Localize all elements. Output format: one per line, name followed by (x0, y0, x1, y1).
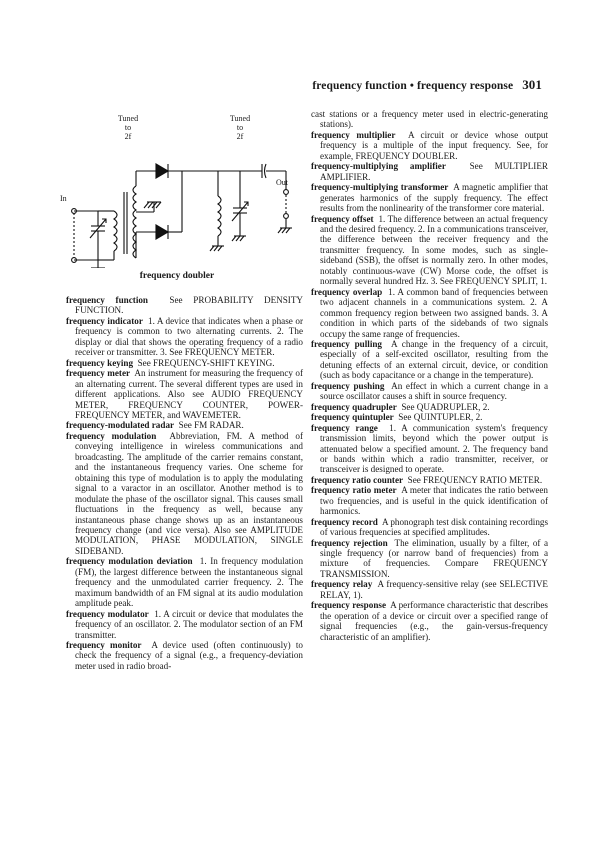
entry-definition: See FREQUENCY RATIO METER. (407, 474, 543, 485)
entry-definition: See QUINTUPLER, 2. (398, 412, 483, 423)
tuned-left-line-3: 2f (124, 132, 132, 141)
entry-headword: frequency range (311, 422, 378, 433)
entry-definition: See MULTIPLIER AMPLIFIER. (320, 161, 549, 182)
entry-headword: frequency modulator (66, 608, 149, 619)
left-column (66, 295, 303, 671)
dictionary-entry (311, 287, 548, 339)
entry-definition: A meter that indicates the ratio between two frequencies, and is useful in the quick identification of harmonics. (320, 485, 548, 517)
entry-definition: 1. A device that indicates when a phase or frequency is common to two alternating currents. 2. The display or dial that shows the operating frequency of a radio receiver or transmitter. 3. See FREQUENCY METER. (75, 315, 303, 358)
entry-headword: frequency multiplier (311, 129, 396, 140)
entry-definition: 1. A common band of frequencies between two adjacent channels in a communications system. 2. A common frequency region between two assigned bands. 3. A condition in which parts of the sidebands of two signals occupy the same range of frequencies. (320, 286, 548, 339)
entry-headword: frequency rejection (311, 537, 388, 548)
entry-headword: frequency record (311, 516, 378, 527)
entry-definition: cast stations or a frequency meter used in electric-generating stations). (311, 109, 548, 130)
frequency-doubler-figure (58, 108, 296, 293)
dictionary-entry (311, 538, 548, 580)
entry-headword: frequency relay (311, 579, 373, 590)
entry-headword: frequency response (311, 600, 386, 611)
dictionary-entry (311, 423, 548, 475)
tuned-left-line-2: to (124, 123, 132, 132)
dictionary-entry (66, 358, 303, 368)
entry-definition: 1. A communication system's frequency transmission limits, beyond which the power output is attenuated below a specified amount. 2. The frequency band or bands within which a radio transmitter, receiver, or transceiver is designed to operate. (320, 422, 548, 475)
entry-definition: The elimination, usually by a filter, of a single frequency (or narrow band of frequencies) from a mixture of frequencies. Compare FREQUENCY TRANSMISSION. (320, 537, 548, 579)
entry-headword: frequency quintupler (311, 412, 394, 423)
dictionary-entry (311, 517, 548, 538)
entry-definition: See FREQUENCY-SHIFT KEYING. (137, 357, 275, 368)
entry-headword: frequency-multiplying amplifier (311, 161, 446, 172)
dictionary-entry (311, 475, 548, 485)
dictionary-entry (66, 609, 303, 640)
tuned-right-line-3: 2f (236, 132, 244, 141)
entry-definition: See FM RADAR. (178, 420, 244, 431)
circuit-diagram (58, 108, 296, 268)
entry-definition: An instrument for measuring the frequency of an alternating current. The several different types are used in different applications. Also see AUDIO FREQUENCY METER, FREQUENCY COUNTER, POWER-FREQUENCY METER, and WAVEMETER. (75, 368, 304, 420)
entry-definition: An effect in which a current change in a source oscillator causes a shift in source frequency. (320, 380, 549, 402)
tuned-right-line-2: to (236, 123, 244, 132)
entry-headword: frequency indicator (66, 315, 143, 326)
running-head (312, 77, 542, 93)
dictionary-entry (311, 600, 548, 642)
entry-headword: frequency monitor (66, 639, 142, 650)
entry-definition: 1. A circuit or device that modulates the frequency of an oscillator. 2. The modulator section of an FM transmitter. (75, 608, 303, 640)
entry-headword: frequency offset (311, 213, 374, 224)
entry-headword: frequency keying (66, 357, 134, 368)
entry-definition: A performance characteristic that describes the operation of a device or circuit over a specified range of signal frequencies (e.g., the gain-versus-frequency characteristic of an amplifier). (320, 600, 548, 642)
entry-definition: See QUADRUPLER, 2. (401, 401, 490, 412)
entry-headword: frequency modulation deviation (66, 556, 193, 567)
dictionary-entry (66, 640, 303, 671)
dictionary-entry (311, 485, 548, 516)
dictionary-entry (66, 431, 303, 556)
entry-definition: A phonograph test disk containing recordings of various frequencies at specified amplitudes. (320, 516, 549, 538)
dictionary-entry (311, 579, 548, 600)
entry-definition: A device used (often continuously) to check the frequency of a signal (e.g., a frequency-deviation meter used in radio broad- (75, 639, 303, 671)
dictionary-entry (66, 420, 303, 430)
dictionary-entry-continued (311, 109, 548, 130)
tuned-left-line-1: Tuned (117, 114, 139, 123)
page-number: 301 (522, 77, 542, 92)
entry-definition: 1. The difference between an actual frequency and the desired frequency. 2. In a communications transceiver, the difference between the receiver frequency and the transmitter frequency. In some modes, such as single-sideband (SSB), the offset is normally zero. In other modes, notably continuous-wave (CW) Morse code, the offset is normally several hundred Hz. 3. See FREQUENCY SPLIT, 1. (320, 213, 548, 287)
tuned-right-line-1: Tuned (229, 114, 251, 123)
dictionary-entry (311, 161, 548, 182)
tuned-right-label (220, 114, 260, 141)
entry-headword: frequency pulling (311, 338, 382, 349)
dictionary-entry (311, 182, 548, 213)
entry-headword: frequency quadrupler (311, 401, 397, 412)
entry-definition: Abbreviation, FM. A method of conveying intelligence in wireless communications and broadcasting. The amplitude of the carrier remains constant, and the instantaneous frequency varies. One scheme for obtaining this type of modulation is to apply the modulating signal to a varactor in an oscillator. Another method is to modulate the phase of the oscillator signal. This causes small fluctuations in the frequency as well, because any instantaneous phase change shows up as an instantaneous frequency change (and vice versa). Also see AMPLITUDE MODULATION, PHASE MODULATION, SINGLE SIDEBAND. (75, 430, 304, 556)
entry-headword: frequency-multiplying transformer (311, 182, 449, 193)
tuned-left-label (108, 114, 148, 141)
entry-headword: frequency-modulated radar (66, 420, 175, 431)
entry-definition: A magnetic amplifier that generates harmonics of the supply frequency. The effect results from the nonlinearity of the transformer core material. (320, 182, 548, 214)
entry-definition: A frequency-sensitive relay (see SELECTIVE RELAY, 1). (320, 579, 548, 600)
entry-headword: frequency meter (66, 368, 131, 379)
entry-headword: frequency function (66, 295, 149, 305)
dictionary-entry (311, 381, 548, 402)
dictionary-entry (66, 316, 303, 358)
entry-definition: 1. In frequency modulation (FM), the largest difference between the instantaneous signal frequency and the unmodulated carrier frequency. 2. The maximum bandwidth of an FM signal at its audio modulation amplitude peak. (75, 556, 304, 609)
entry-definition: See PROBABILITY DENSITY FUNCTION. (75, 295, 304, 316)
dictionary-entry (311, 402, 548, 412)
dictionary-entry (311, 130, 548, 161)
input-label: In (60, 194, 67, 203)
entry-definition: A change in the frequency of a circuit, especially of a self-excited oscillator, resulting from the detuning effects of an external circuit, device, or condition (such as body capacitance or a change in the temperature). (320, 338, 548, 381)
dictionary-entry (311, 412, 548, 422)
dictionary-entry (66, 368, 303, 420)
output-label: Out (276, 178, 288, 187)
running-head-text: frequency function • frequency response (312, 80, 514, 92)
entry-headword: frequency pushing (311, 380, 385, 391)
entry-headword: frequency ratio meter (311, 485, 397, 496)
entry-headword: frequency modulation (66, 430, 157, 441)
dictionary-entry (311, 214, 548, 287)
entry-headword: frequency overlap (311, 286, 383, 297)
dictionary-entry (311, 339, 548, 381)
right-column (311, 109, 548, 642)
dictionary-entry (66, 295, 303, 316)
entry-headword: frequency ratio counter (311, 474, 404, 485)
dictionary-entry (66, 556, 303, 608)
entry-definition: A circuit or device whose output frequency is a multiple of the input frequency. See, for example, FREQUENCY DOUBLER. (320, 129, 548, 161)
figure-caption: frequency doubler (139, 271, 215, 281)
